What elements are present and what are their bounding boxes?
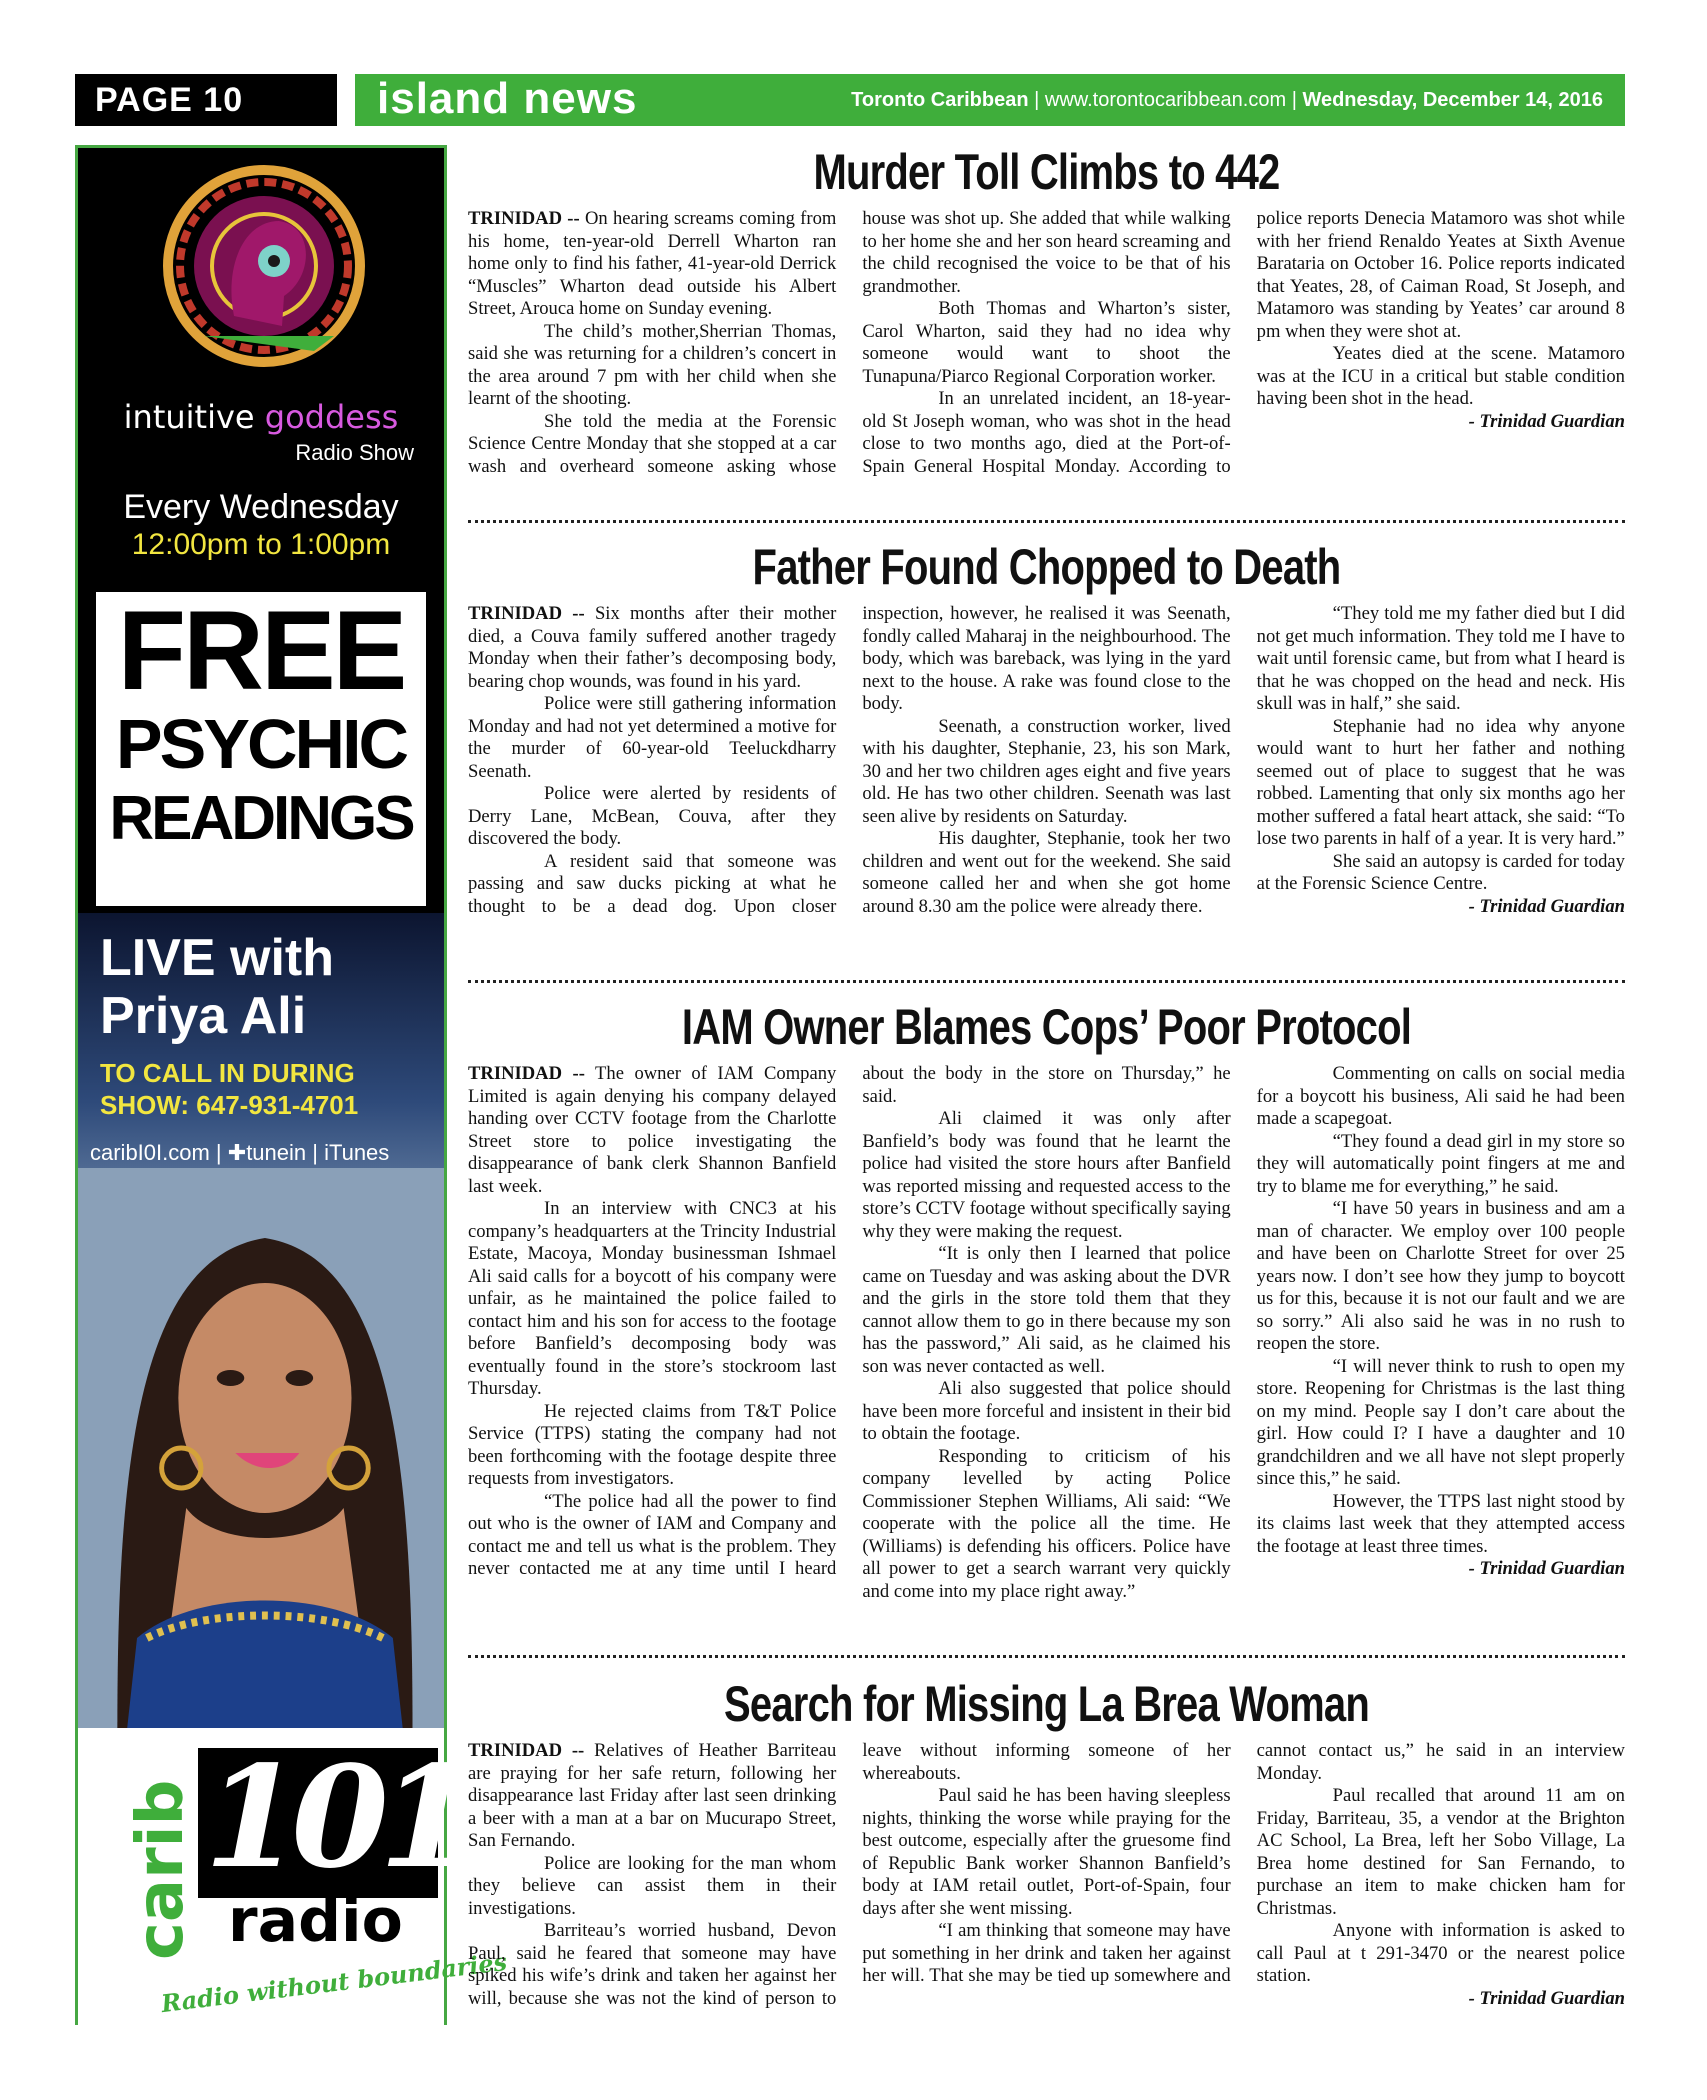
article-body	[468, 1063, 1625, 1603]
source-credit: - Trinidad Guardian	[1468, 895, 1625, 917]
free-label: FREE	[117, 588, 405, 713]
paragraph: She said an autopsy is carded for today at the Forensic Science Centre.	[1256, 850, 1625, 894]
advertisement[interactable]	[75, 145, 509, 2025]
paragraph: Anyone with information is asked to call Paul at t 291-3470 or the nearest police station.	[1256, 1920, 1625, 1986]
paragraph: Paul recalled that around 11 am on Friday, Barriteau, 35, a vendor at the Brighton AC School, La Brea, left her Sobo Village, La Brea home destined for San Fernando, to purchase an item to make chicken ham for Christmas.	[1256, 1785, 1625, 1919]
show-name-part2: goddess	[264, 398, 399, 436]
paragraph: “It is only then I learned that police came on Tuesday and was asking about the DVR and the girls in the store told them that they cannot allow them to go in there because my son has the password,” Ali said, as he claimed his son was never contacted as well.	[862, 1243, 1231, 1377]
platform-logos: caribI0I.com | ✚tunein | iTunes	[90, 1140, 390, 1165]
paragraph: Police are looking for the man whom they believe can assist them in their investigations.	[468, 1852, 837, 1919]
readings-label: READINGS	[109, 784, 413, 853]
host-name: Priya Ali	[100, 987, 307, 1045]
paragraph: Paul said he has been having sleepless nights, thinking the worse while praying for the best outcome, especially after the gruesome find of Republic Bank worker Shannon Banfield’s body at IAM retail outlet, Port-of-Spain, four days after she went missing.	[862, 1785, 1231, 1919]
paragraph: “I will never think to rush to open my store. Reopening for Christmas is the last thing on my mind. People say I don’t care about the girl. How could I? I have a daughter and 10 grandchildren and we all have not slept properly since this,” he said.	[1256, 1355, 1625, 1489]
headline: Father Found Chopped to Death	[752, 539, 1341, 595]
paragraph: Seenath, a construction worker, lived with his daughter, Stephanie, 23, his son Mark, 30 and her two children ages eight and five years old. He has two other children. Seenath was last seen alive by residents on Saturday.	[862, 715, 1231, 827]
page-header	[75, 74, 1625, 126]
call-in-number[interactable]: SHOW: 647-931-4701	[100, 1090, 359, 1120]
issue-date: Wednesday, December 14, 2016	[1302, 89, 1603, 111]
headline: Murder Toll Climbs to 442	[813, 144, 1280, 200]
article-murder-toll	[468, 140, 1625, 478]
lead-text: Six months after their mother died, a Couva family suffered another tragedy Monday when their father’s decomposing body, bearing chop wounds, was found in his yard.	[468, 603, 837, 692]
paragraph: Both Thomas and Wharton’s sister, Carol Wharton, said they had no idea why someone would want to shoot the Tunapuna/Piarco Regional Corporation worker.	[862, 298, 1231, 387]
show-type: Radio Show	[295, 440, 414, 465]
page-number: PAGE 10	[75, 74, 337, 126]
dateline: TRINIDAD --	[468, 1740, 585, 1761]
paragraph: Barriteau’s worried husband, Devon Paul, said he feared that someone may have spiked his wife’s drink and taken her against her will, because she was not the kind of person to leave without informing someone of her whereabouts.	[468, 1740, 1231, 2009]
psychic-label: PSYCHIC	[115, 705, 407, 783]
show-name	[78, 398, 444, 436]
show-time: 12:00pm to 1:00pm	[131, 528, 391, 561]
intuitive-goddess-logo	[164, 166, 364, 366]
paragraph: “They told me my father died but I did not get much information. They told me I have to wait until forensic came, but from what I heard is that he was chopped on the head and neck. His skull was in half,” she said.	[1256, 603, 1625, 714]
separator: |	[1291, 89, 1297, 111]
publication-name: Toronto Caribbean	[851, 89, 1029, 111]
lead-text: On hearing screams coming from his home, ten-year-old Derrell Wharton ran home only to find his father, 41-year-old Derrick “Muscles” Wharton dead outside his Albert Street, Arouca home on Sunday evening.	[468, 208, 837, 319]
section-name: island news	[377, 74, 638, 123]
lead-paragraph	[468, 208, 836, 321]
dateline: TRINIDAD --	[468, 603, 585, 624]
paragraph: “I am thinking that someone may have put something in her drink and taken her against her will. That she may be tied up somewhere and cannot contact us,” he said in an interview Monday.	[862, 1740, 1625, 1986]
lead-paragraph	[468, 1063, 836, 1198]
headline: IAM Owner Blames Cops’ Poor Protocol	[681, 999, 1412, 1055]
article-iam-owner	[468, 995, 1625, 1603]
paragraph: Yeates died at the scene. Matamoro was at the ICU in a critical but stable condition having been shot in the head.	[1256, 343, 1625, 409]
paragraph: Commenting on calls on social media for a boycott his business, Ali said he had been made a scapegoat.	[1256, 1063, 1625, 1129]
paragraph: In an interview with CNC3 at his company’s headquarters at the Trincity Industrial Estate, Macoya, Monday businessman Ishmael Ali said calls for a boycott of his company were unfair, as he maintained the police failed to contact him and his son for access to the footage before Banfield’s decomposing body was eventually found in the store’s stockroom last Thursday.	[468, 1198, 837, 1399]
article-divider	[468, 520, 1625, 523]
section-bar	[355, 74, 1625, 126]
paragraph: Responding to criticism of his company levelled by acting Police Commissioner Stephen Williams, Ali said: “We cooperate with the police all the time. He (Williams) is defending his officers. Police have all power to get a search warrant very quickly and come into my place right away.”	[862, 1445, 1231, 1602]
paragraph: Police were alerted by residents of Derry Lane, McBean, Couva, after they discovered the body.	[468, 783, 837, 849]
paragraph: Ali also suggested that police should have been more forceful and insistent in their bid to obtain the footage.	[862, 1378, 1231, 1444]
lead-paragraph	[468, 603, 836, 693]
website-link[interactable]: www.torontocaribbean.com	[1044, 89, 1287, 111]
show-day: Every Wednesday	[123, 488, 399, 526]
article-body	[468, 603, 1625, 918]
paragraph: “The police had all the power to find out who is the owner of IAM and Company and contact me and tell us what is the problem. They never contacted me at any time until I heard about the body in the store on Thursday,” he said.	[468, 1063, 1231, 1579]
dateline: TRINIDAD --	[468, 208, 580, 229]
paragraph: Stephanie had no idea why anyone would want to hurt her father and nothing seemed out of place to suggest that he was robbed. Lamenting that only six months ago her mother suffered a fatal heart attack, she said: “To lose two parents in half of a year. It is very hard.”	[1256, 715, 1625, 849]
source-credit: - Trinidad Guardian	[1468, 410, 1625, 432]
paragraph: A resident said that someone was passing and saw ducks picking at what he thought to be a dead dog. Upon closer inspection, however, he realised it was Seenath, fondly called Maharaj in the neighbourhood. The body, which was bareback, was lying in the yard next to the house. A rake was found close to the body.	[468, 603, 1231, 917]
separator: |	[1034, 89, 1040, 111]
source-credit: - Trinidad Guardian	[1468, 1987, 1625, 2009]
paragraph: His daughter, Stephanie, took her two children and went out for the weekend. She said someone called her and when she got home around 8.30 am the police were already there.	[862, 828, 1231, 917]
lead-paragraph	[468, 1740, 836, 1853]
free-readings-box	[92, 588, 430, 910]
paragraph: However, the TTPS last night stood by its claims last week that they attempted access the footage at least three times.	[1256, 1490, 1625, 1557]
paragraph: She told the media at the Forensic Science Centre Monday that she stopped at a car wash and overheard someone asking whose house was shot up. She added that while walking to her home she and her son heard screaming and the child recognised the voice to be that of his grandmother.	[468, 208, 1231, 477]
station-number: 101	[204, 1736, 467, 1900]
lead-text: The owner of IAM Company Limited is again denying his company delayed handing over CCTV footage from the Charlotte Street store to police investigating the disappearance of bank clerk Shannon Banfield last week.	[468, 1063, 837, 1197]
carib-label: carib	[124, 1779, 198, 1960]
article-divider	[468, 1655, 1625, 1658]
masthead	[851, 74, 1603, 126]
dateline: TRINIDAD --	[468, 1063, 585, 1084]
paragraph: The child’s mother,Sherrian Thomas, said she was returning for a children’s concert in the area around 7 pm with her child when she learnt of the shooting.	[468, 320, 837, 409]
paragraph: In an unrelated incident, an 18-year-old St Joseph woman, who was shot in the head close to two months ago, died at the Port-of-Spain General Hospital Monday. According to police reports Denecia Matamoro was shot while with her friend Renaldo Yeates at Sixth Avenue Barataria on October 16. Police reports indicated that Yeates, 28, of Caiman Road, St Joseph, and Matamoro was standing by Yeates’ car around 8 pm when they were shot at.	[862, 208, 1625, 477]
station-tagline: Radio without boundaries	[159, 1946, 509, 2019]
paragraph: “They found a dead girl in my store so they will automatically point fingers at me and try to blame me for everything,” he said.	[1256, 1130, 1625, 1197]
live-with-label: LIVE with	[100, 929, 334, 987]
lead-text: Relatives of Heather Barriteau are praying for her safe return, following her disappearance last Friday after last seen drinking a beer with a man at a bar on Mucurapo Street, San Fernando.	[468, 1740, 837, 1851]
host-portrait	[78, 1168, 444, 1728]
article-father-chopped	[468, 535, 1625, 918]
radio-label: radio	[228, 1886, 403, 1956]
paragraph: “I have 50 years in business and am a man of character. We employ over 100 people and have been on Charlotte Street for over 25 years now. I don’t see how they jump to boycott us for this, because it is not our fault and we are so sorry.” Ali also said he was in no rush to reopen the store.	[1256, 1198, 1625, 1354]
article-missing-woman	[468, 1672, 1625, 2010]
paragraph: He rejected claims from T&T Police Service (TTPS) stating the company had not been forthcoming with the footage despite three requests from investigators.	[468, 1400, 837, 1489]
call-in-label: TO CALL IN DURING	[100, 1058, 355, 1088]
paragraph: Ali claimed it was only after Banfield’s body was found that he learnt the police had visited the store hours after Banfield was reported missing and requested access to the store’s CCTV footage without specifically saying why they were making the request.	[862, 1108, 1231, 1242]
article-body	[468, 208, 1625, 478]
article-divider	[468, 980, 1625, 983]
headline: Search for Missing La Brea Woman	[724, 1676, 1369, 1732]
article-body	[468, 1740, 1625, 2010]
show-name-part1: intuitive	[123, 398, 255, 436]
paragraph: Police were still gathering information Monday and had not yet determined a motive for the murder of 60-year-old Teeluckdharry Seenath.	[468, 693, 837, 782]
source-credit: - Trinidad Guardian	[1468, 1558, 1625, 1579]
